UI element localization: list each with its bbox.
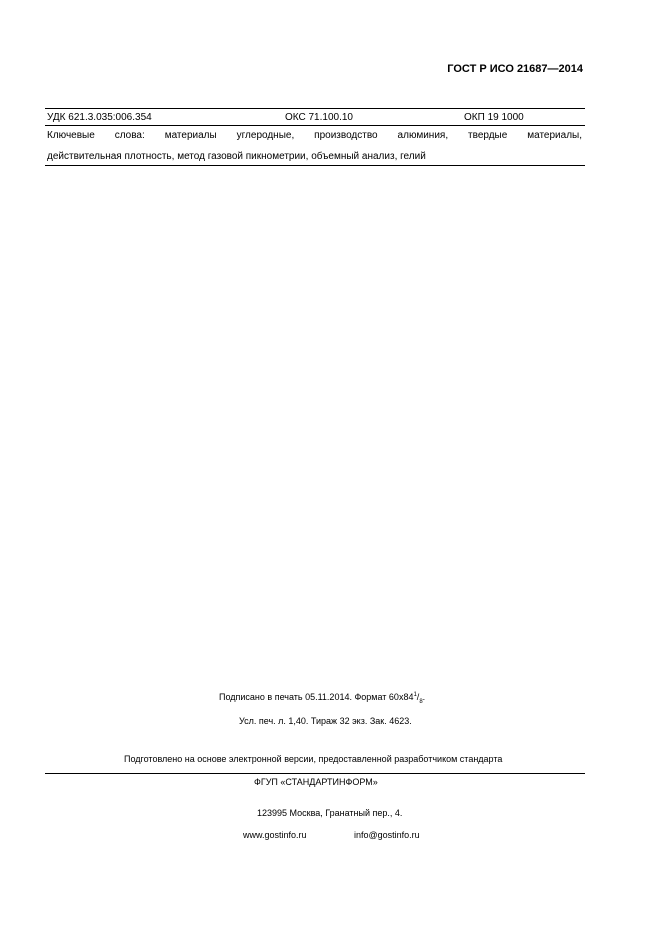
email-link[interactable]: info@gostinfo.ru bbox=[354, 830, 420, 840]
format-fraction-numerator: 1 bbox=[413, 692, 417, 698]
publisher-address: 123995 Москва, Гранатный пер., 4. bbox=[257, 808, 403, 818]
oks-code: ОКС 71.100.10 bbox=[285, 112, 353, 123]
meta-divider bbox=[45, 125, 585, 126]
signed-suffix: . bbox=[422, 692, 426, 702]
okp-code: ОКП 19 1000 bbox=[464, 112, 524, 123]
signed-text: Подписано в печать 05.11.2014. Формат 60x84 bbox=[219, 692, 414, 702]
top-divider bbox=[45, 108, 585, 109]
document-code: ГОСТ Р ИСО 21687—2014 bbox=[447, 63, 583, 75]
udk-code: УДК 621.3.035:006.354 bbox=[47, 112, 152, 123]
publisher-name: ФГУП «СТАНДАРТИНФОРМ» bbox=[254, 777, 378, 787]
prepared-note: Подготовлено на основе электронной версии, предоставленной разработчиком стандарта bbox=[124, 754, 503, 764]
keywords-divider bbox=[45, 165, 585, 166]
keywords-line-2: действительная плотность, метод газовой пикнометрии, объемный анализ, гелий bbox=[47, 151, 426, 162]
signed-for-print: Подписано в печать 05.11.2014. Формат $60x84^1/_8$. bbox=[219, 692, 426, 705]
format-fraction-denominator: 8 bbox=[419, 698, 423, 705]
print-info: Усл. печ. л. 1,40. Тираж 32 экз. Зак. 4623. bbox=[239, 716, 412, 726]
imprint-divider bbox=[45, 773, 585, 774]
keywords-line-1: Ключевые слова: материалы углеродные, производство алюминия, твердые материалы, bbox=[47, 130, 582, 141]
website-link[interactable]: www.gostinfo.ru bbox=[243, 830, 307, 840]
